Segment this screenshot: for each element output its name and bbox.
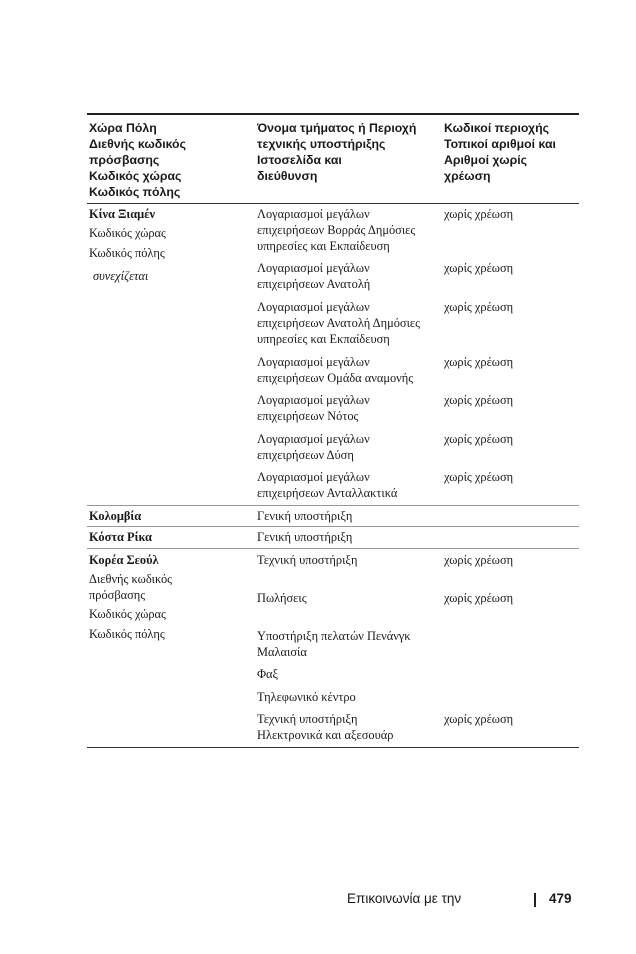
department-line: Μαλαισία <box>257 645 307 659</box>
country-korea: Κορέα Σεούλ <box>89 553 159 567</box>
department-line: επιχειρήσεων Ομάδα αναμονής <box>257 371 414 385</box>
department-entry <box>257 392 370 424</box>
department-line: Υποστήριξη πελατών Πενάνγκ <box>257 629 411 643</box>
department-line: επιχειρήσεων Δύση <box>257 448 354 462</box>
row-divider <box>87 505 579 506</box>
header-text: Διεθνής κωδικός <box>89 137 186 151</box>
city-code-label: Κωδικός πόλης <box>89 246 165 260</box>
department-entry <box>257 469 397 501</box>
header-country-city <box>89 120 186 200</box>
department-entry: Τηλεφωνικό κέντρο <box>257 690 356 704</box>
department-line: Ηλεκτρονικά και αξεσουάρ <box>257 728 394 742</box>
department-line: επιχειρήσεων Νότος <box>257 409 359 423</box>
header-department <box>257 120 416 184</box>
header-text: χρέωση <box>444 169 491 183</box>
table-top-rule <box>87 113 579 115</box>
intl-code-label <box>89 571 172 603</box>
header-text: Κωδικός χώρας <box>89 169 182 183</box>
department-line: Λογαριασμοί μεγάλων <box>257 393 370 407</box>
number-entry: χωρίς χρέωση <box>444 470 514 484</box>
number-entry: χωρίς χρέωση <box>444 432 514 446</box>
intl-code-line: πρόσβασης <box>89 588 146 602</box>
footer-divider <box>534 893 536 907</box>
department-entry <box>257 260 370 292</box>
footer-section-title: Επικοινωνία με την <box>347 891 462 906</box>
department-entry: Γενική υποστήριξη <box>257 530 353 544</box>
row-divider <box>87 548 579 549</box>
header-text: Κωδικός πόλης <box>89 185 181 199</box>
department-entry <box>257 711 393 743</box>
country-colombia: Κολομβία <box>89 509 142 523</box>
department-line: υπηρεσίες και Εκπαίδευση <box>257 332 390 346</box>
department-entry <box>257 628 411 660</box>
department-entry <box>257 299 420 347</box>
header-text: διεύθυνση <box>257 169 318 183</box>
number-entry: χωρίς χρέωση <box>444 300 514 314</box>
number-entry: χωρίς χρέωση <box>444 553 514 567</box>
department-line: επιχειρήσεων Βορράς Δημόσιες <box>257 223 416 237</box>
department-entry <box>257 354 413 386</box>
header-text: Κωδικοί περιοχής <box>444 121 549 135</box>
department-line: Λογαριασμοί μεγάλων <box>257 432 370 446</box>
country-code-label: Κωδικός χώρας <box>89 226 166 240</box>
table-bottom-rule <box>87 747 579 748</box>
number-entry: χωρίς χρέωση <box>444 591 514 605</box>
header-numbers <box>444 120 556 184</box>
header-text: τεχνικής υποστήριξης <box>257 137 386 151</box>
country-code-label: Κωδικός χώρας <box>89 607 166 621</box>
department-entry: Τεχνική υποστήριξη <box>257 553 358 567</box>
row-divider <box>87 526 579 527</box>
department-line: Λογαριασμοί μεγάλων <box>257 207 370 221</box>
header-text: Χώρα Πόλη <box>89 121 157 135</box>
number-entry: χωρίς χρέωση <box>444 261 514 275</box>
department-line: επιχειρήσεων Ανατολή Δημόσιες <box>257 316 421 330</box>
department-entry: Πωλήσεις <box>257 591 307 605</box>
department-line: επιχειρήσεων Ανατολή <box>257 277 371 291</box>
intl-code-line: Διεθνής κωδικός <box>89 572 173 586</box>
number-entry: χωρίς χρέωση <box>444 393 514 407</box>
department-line: Λογαριασμοί μεγάλων <box>257 300 370 314</box>
department-line: επιχειρήσεων Ανταλλακτικά <box>257 486 398 500</box>
department-line: Λογαριασμοί μεγάλων <box>257 470 370 484</box>
header-text: Αριθμοί χωρίς <box>444 153 528 167</box>
country-china: Κίνα Ξιαμέν <box>89 207 156 221</box>
number-entry: χωρίς χρέωση <box>444 712 514 726</box>
department-entry: Φαξ <box>257 667 279 681</box>
number-entry: χωρίς χρέωση <box>444 355 514 369</box>
header-text: Ιστοσελίδα και <box>257 153 342 167</box>
continued-label: συνεχίζεται <box>93 269 149 283</box>
department-entry <box>257 431 370 463</box>
page-number: 479 <box>549 891 572 906</box>
number-entry: χωρίς χρέωση <box>444 207 514 221</box>
department-line: Τεχνική υποστήριξη <box>257 712 358 726</box>
department-entry <box>257 206 415 254</box>
header-bottom-rule <box>87 203 579 204</box>
department-line: Λογαριασμοί μεγάλων <box>257 355 370 369</box>
department-entry: Γενική υποστήριξη <box>257 509 353 523</box>
header-text: πρόσβασης <box>89 153 160 167</box>
country-costa-rica: Κόστα Ρίκα <box>89 530 152 544</box>
department-line: υπηρεσίες και Εκπαίδευση <box>257 239 390 253</box>
header-text: Όνομα τμήματος ή Περιοχή <box>257 121 417 135</box>
header-text: Τοπικοί αριθμοί και <box>444 137 556 151</box>
city-code-label: Κωδικός πόλης <box>89 627 165 641</box>
department-line: Λογαριασμοί μεγάλων <box>257 261 370 275</box>
